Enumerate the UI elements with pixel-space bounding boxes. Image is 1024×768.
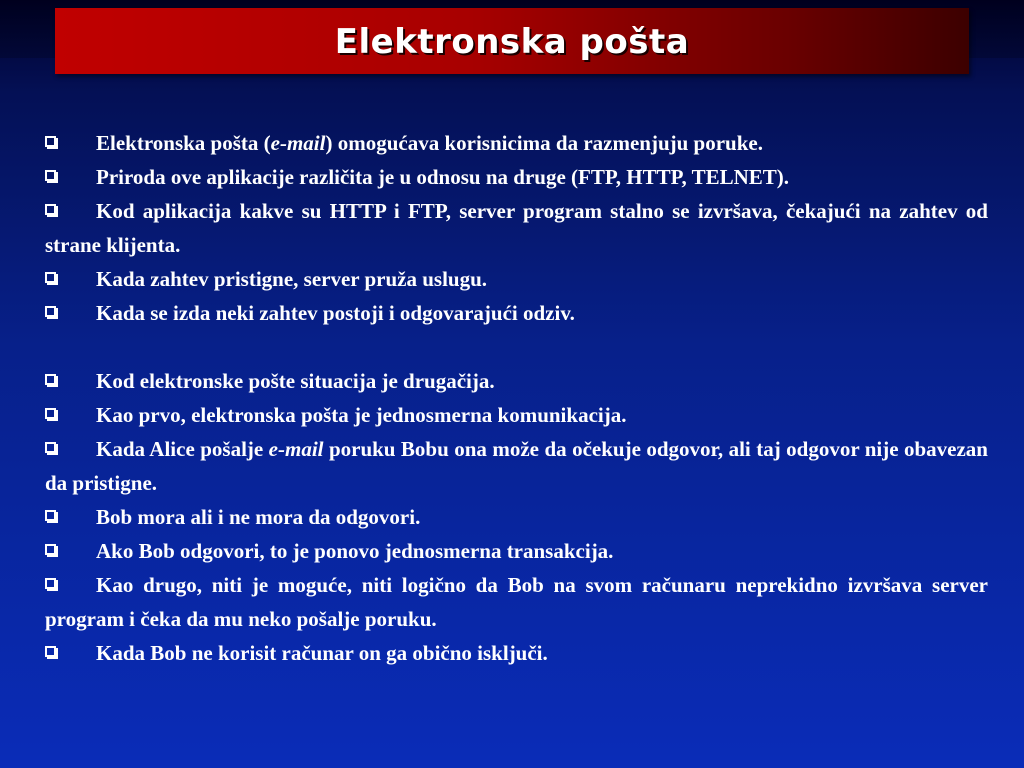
emphasis-term: e-mail (268, 437, 324, 461)
bullet-item: Elektronska pošta (e-mail) omogućava korisnicima da razmenjuju poruke. (45, 126, 988, 160)
bullet-item: Ako Bob odgovori, to je ponovo jednosmerna transakcija. (45, 534, 988, 568)
checkbox-square-icon (45, 408, 56, 419)
slide-content (45, 126, 988, 670)
bullet-item: Bob mora ali i ne mora da odgovori. (45, 500, 988, 534)
bullet-item: Kao prvo, elektronska pošta je jednosmerna komunikacija. (45, 398, 988, 432)
bullet-item: Kod elektronske pošte situacija je drugačija. (45, 364, 988, 398)
checkbox-square-icon (45, 136, 56, 147)
bullet-item: Kada Bob ne korisit računar on ga obično isključi. (45, 636, 988, 670)
checkbox-square-icon (45, 442, 56, 453)
checkbox-square-icon (45, 204, 56, 215)
bullet-item: Kod aplikacija kakve su HTTP i FTP, server program stalno se izvršava, čekajući na zahtev od strane klijenta. (45, 199, 988, 257)
checkbox-square-icon (45, 578, 56, 589)
checkbox-square-icon (45, 374, 56, 385)
checkbox-square-icon (45, 646, 56, 657)
checkbox-square-icon (45, 510, 56, 521)
bullet-item: Kao drugo, niti je moguće, niti logično da Bob na svom računaru neprekidno izvršava server program i čeka da mu neko pošalje poruku. (45, 573, 988, 631)
checkbox-square-icon (45, 544, 56, 555)
bullet-item: Kada Alice pošalje e-mail poruku Bobu ona može da očekuje odgovor, ali taj odgovor nije obavezan da pristigne. (45, 437, 988, 495)
title-bar (55, 8, 969, 74)
bullet-item: Kada zahtev pristigne, server pruža uslugu. (45, 262, 988, 296)
checkbox-square-icon (45, 272, 56, 283)
emphasis-term: e-mail (270, 131, 326, 155)
slide-title: Elektronska pošta (334, 22, 690, 62)
bullet-item: Priroda ove aplikacije različita je u odnosu na druge (FTP, HTTP, TELNET). (45, 160, 988, 194)
bullet-item: Kada se izda neki zahtev postoji i odgovarajući odziv. (45, 296, 988, 330)
checkbox-square-icon (45, 306, 56, 317)
checkbox-square-icon (45, 170, 56, 181)
